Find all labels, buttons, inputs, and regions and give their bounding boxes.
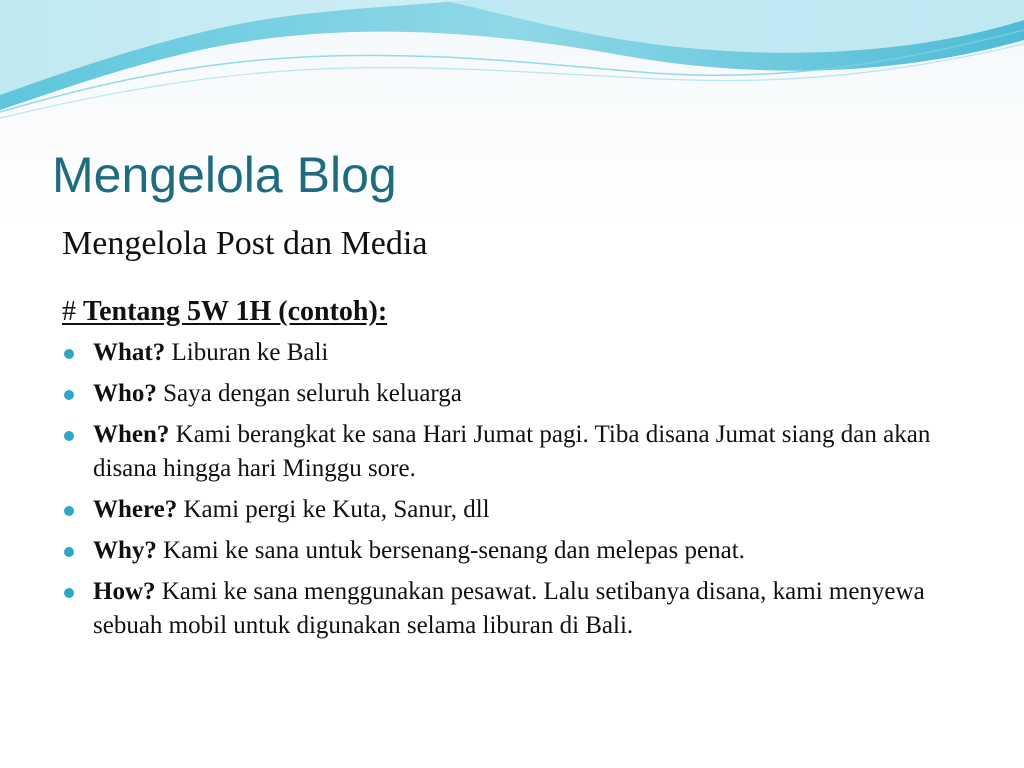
wave-decoration bbox=[0, 0, 1024, 130]
bullet-icon bbox=[64, 349, 74, 359]
bullet-icon bbox=[64, 547, 74, 557]
bullet-question: Who? bbox=[93, 380, 157, 407]
bullet-icon bbox=[64, 390, 74, 400]
bullet-item-who bbox=[62, 377, 962, 411]
bullet-question: Why? bbox=[93, 537, 157, 564]
bullet-answer: Liburan ke Bali bbox=[171, 339, 329, 366]
bullet-item-what bbox=[62, 336, 962, 370]
bullet-item-how bbox=[62, 575, 962, 643]
bullet-answer: Saya dengan seluruh keluarga bbox=[163, 380, 462, 407]
heading-text: Tentang 5W 1H (contoh): bbox=[83, 296, 388, 327]
bullet-list bbox=[62, 336, 962, 650]
bullet-icon bbox=[64, 506, 74, 516]
bullet-item-where bbox=[62, 493, 962, 527]
bullet-answer: Kami pergi ke Kuta, Sanur, dll bbox=[183, 496, 490, 523]
bullet-item-why bbox=[62, 534, 962, 568]
bullet-question: How? bbox=[93, 578, 156, 605]
bullet-answer: Kami berangkat ke sana Hari Jumat pagi. Tiba disana Jumat siang dan akan disana hingga hari Minggu sore. bbox=[93, 421, 931, 482]
bullet-answer: Kami ke sana menggunakan pesawat. Lalu setibanya disana, kami menyewa sebuah mobil untuk digunakan selama liburan di Bali. bbox=[93, 578, 925, 639]
slide-title: Mengelola Blog bbox=[52, 147, 397, 203]
heading-hash: # bbox=[62, 296, 76, 327]
bullet-answer: Kami ke sana untuk bersenang-senang dan melepas penat. bbox=[163, 537, 745, 564]
bullet-icon bbox=[64, 431, 74, 441]
section-heading bbox=[62, 294, 387, 330]
bullet-icon bbox=[64, 588, 74, 598]
bullet-item-when bbox=[62, 418, 962, 486]
bullet-question: Where? bbox=[93, 496, 178, 523]
bullet-question: When? bbox=[93, 421, 170, 448]
bullet-question: What? bbox=[93, 339, 166, 366]
slide-subtitle: Mengelola Post dan Media bbox=[62, 225, 428, 262]
